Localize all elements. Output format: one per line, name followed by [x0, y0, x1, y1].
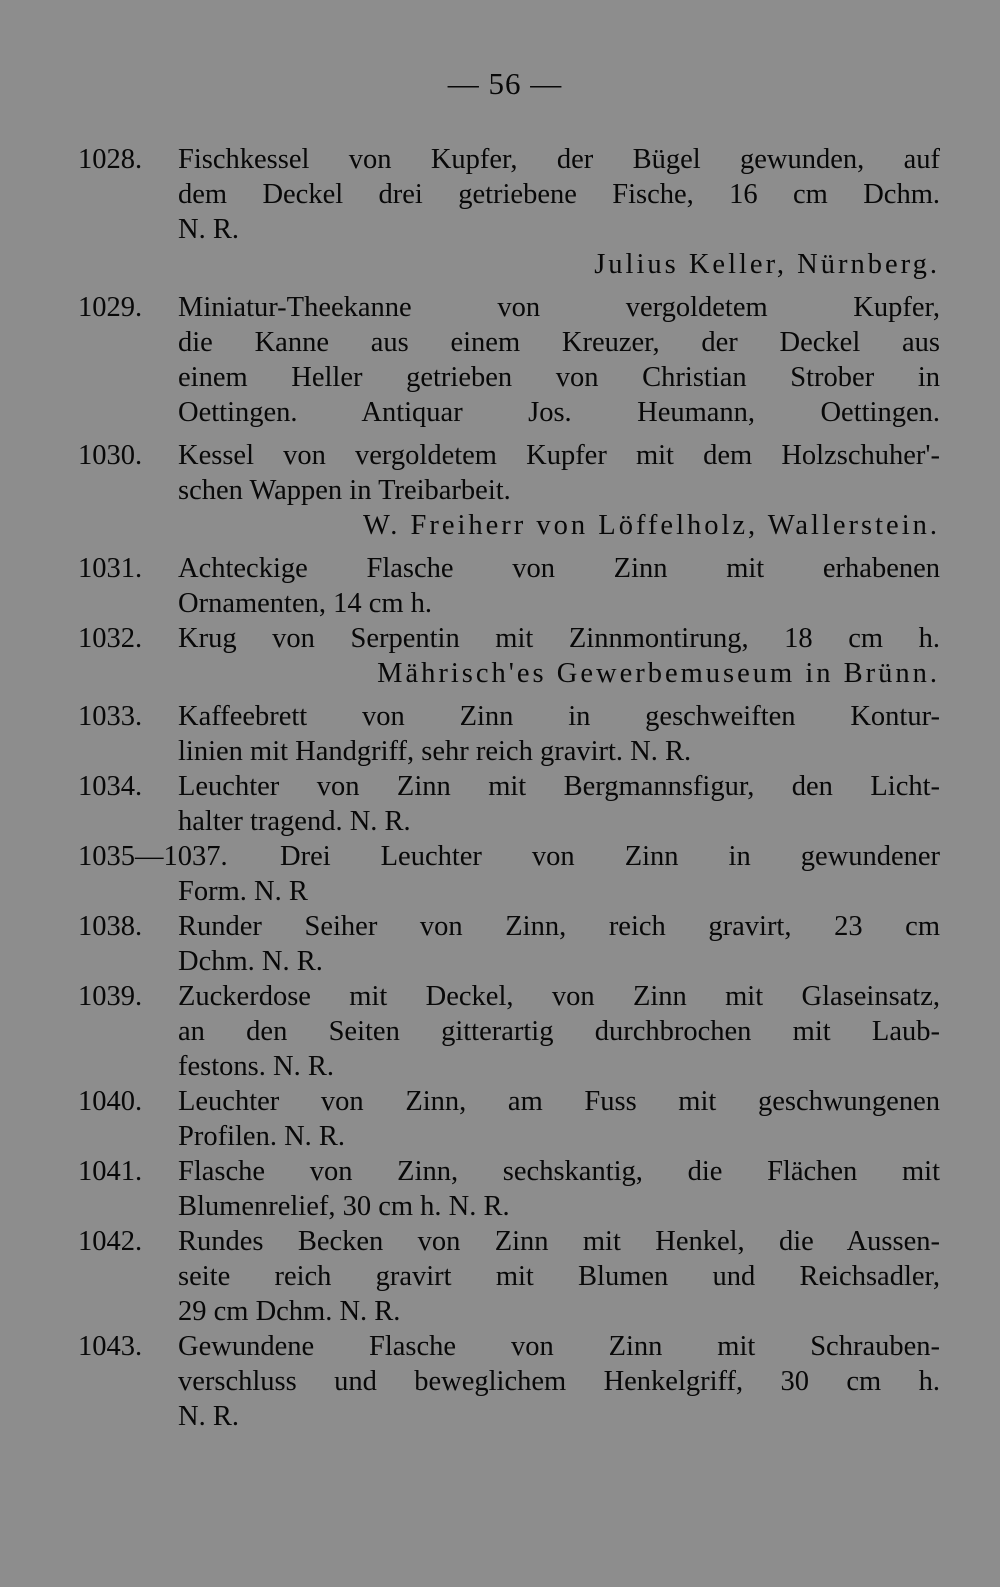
catalog-entries [78, 142, 940, 1434]
entry-line: Oettingen. Antiquar Jos. Heumann, Oettingen. [178, 397, 940, 428]
entry-number: 1033. [78, 701, 143, 732]
catalog-entry-1033 [78, 699, 940, 769]
entry-line: dem Deckel drei getriebene Fische, 16 cm Dchm. [178, 179, 940, 210]
entry-line: einem Heller getrieben von Christian Strober in [178, 362, 940, 393]
entry-number: 1034. [78, 771, 143, 802]
entry-number: 1041. [78, 1156, 143, 1187]
catalog-entry-1040 [78, 1084, 940, 1154]
entry-line: Zuckerdose mit Deckel, von Zinn mit Glaseinsatz, [178, 981, 940, 1012]
entry-provenance: W. Freiherr von Löffelholz, Wallerstein. [362, 510, 940, 541]
entry-line: Profilen. N. R. [178, 1121, 346, 1152]
entry-number: 1038. [78, 911, 143, 942]
entry-line: Blumenrelief, 30 cm h. N. R. [178, 1191, 510, 1222]
entry-line: an den Seiten gitterartig durchbrochen mit Laub- [178, 1016, 940, 1047]
catalog-entry-1042 [78, 1224, 940, 1329]
entry-line: Kaffeebrett von Zinn in geschweiften Kontur- [178, 701, 940, 732]
entry-provenance: Mährisch'es Gewerbemuseum in Brünn. [377, 658, 940, 689]
entry-number: 1029. [78, 292, 143, 323]
catalog-entry-1035-1037 [78, 839, 940, 909]
entry-line: schen Wappen in Treibarbeit. [178, 475, 511, 506]
entry-line: Flasche von Zinn, sechskantig, die Flächen mit [178, 1156, 940, 1187]
entry-line: Rundes Becken von Zinn mit Henkel, die Aussen- [178, 1226, 940, 1257]
entry-number: 1040. [78, 1086, 143, 1117]
entry-line: Form. N. R [178, 876, 308, 907]
entry-number: 1031. [78, 553, 143, 584]
entry-line: Fischkessel von Kupfer, der Bügel gewunden, auf [178, 144, 940, 175]
entry-line: 29 cm Dchm. N. R. [178, 1296, 401, 1327]
entry-line: Miniatur-Theekanne von vergoldetem Kupfer, [178, 292, 940, 323]
catalog-entry-1028 [78, 142, 940, 282]
entry-line: linien mit Handgriff, sehr reich gravirt. N. R. [178, 736, 692, 767]
entry-line: Drei Leuchter von Zinn in gewundener [280, 841, 940, 872]
entry-line: Leuchter von Zinn, am Fuss mit geschwungenen [178, 1086, 940, 1117]
entry-number: 1035—1037. [78, 841, 228, 872]
page-number: — 56 — [447, 66, 563, 101]
entry-line: N. R. [178, 1401, 239, 1432]
entry-line: die Kanne aus einem Kreuzer, der Deckel aus [178, 327, 940, 358]
entry-line: halter tragend. N. R. [178, 806, 411, 837]
entry-line: N. R. [178, 214, 239, 245]
catalog-entry-1031 [78, 551, 940, 621]
entry-number: 1042. [78, 1226, 143, 1257]
entry-line: Leuchter von Zinn mit Bergmannsfigur, den Licht- [178, 771, 940, 802]
entry-line: seite reich gravirt mit Blumen und Reichsadler, [178, 1261, 940, 1292]
catalog-entry-1030 [78, 438, 940, 543]
entry-line: Krug von Serpentin mit Zinnmontirung, 18 cm h. [178, 623, 940, 654]
entry-line: Achteckige Flasche von Zinn mit erhabenen [178, 553, 940, 584]
entry-number: 1030. [78, 440, 143, 471]
entry-line: Kessel von vergoldetem Kupfer mit dem Holzschuher'- [178, 440, 940, 471]
entry-line: Dchm. N. R. [178, 946, 323, 977]
entry-line: Ornamenten, 14 cm h. [178, 588, 433, 619]
entry-line: Runder Seiher von Zinn, reich gravirt, 23 cm [178, 911, 940, 942]
entry-line: festons. N. R. [178, 1051, 334, 1082]
catalog-entry-1038 [78, 909, 940, 979]
entry-number: 1032. [78, 623, 143, 654]
entry-number: 1039. [78, 981, 143, 1012]
entry-provenance: Julius Keller, Nürnberg. [594, 249, 940, 280]
catalog-entry-1029 [78, 290, 940, 430]
entry-number: 1043. [78, 1331, 143, 1362]
catalog-entry-1043 [78, 1329, 940, 1434]
catalog-entry-1034 [78, 769, 940, 839]
catalog-entry-1039 [78, 979, 940, 1084]
entry-line: Gewundene Flasche von Zinn mit Schrauben- [178, 1331, 940, 1362]
catalog-entry-1032 [78, 621, 940, 691]
entry-line: verschluss und beweglichem Henkelgriff, 30 cm h. [178, 1366, 940, 1397]
entry-number: 1028. [78, 144, 143, 175]
catalog-entry-1041 [78, 1154, 940, 1224]
